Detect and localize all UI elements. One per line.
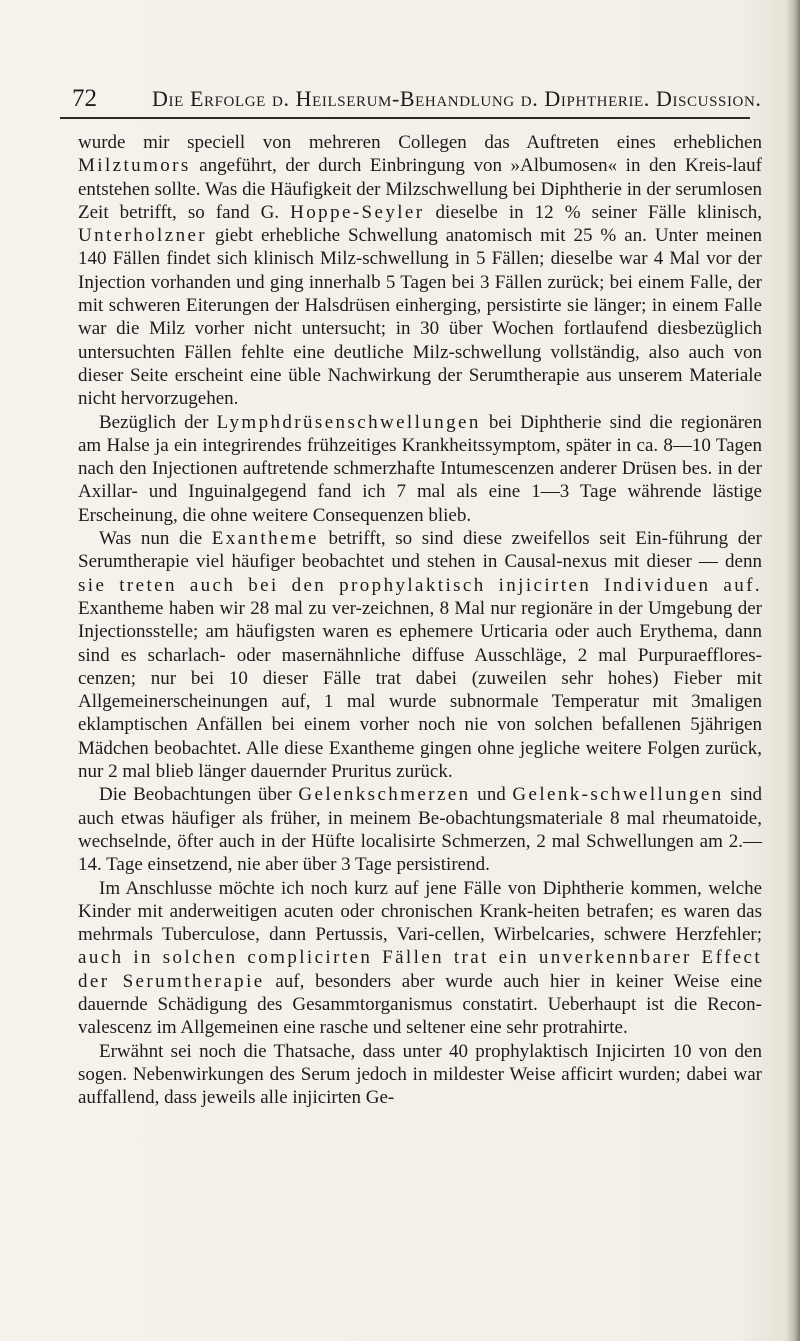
- spaced-emphasis: sie treten auch bei den prophylaktisch injicirten Individuen auf.: [78, 574, 762, 596]
- spaced-emphasis: Exantheme: [211, 528, 319, 550]
- paragraph-p5: [78, 877, 762, 1040]
- text-segment: betrifft, so sind diese zweifellos seit Ein-führung der Serumtherapie viel häufiger beobachtet und stehen in Causal-nexus mit dieser — denn: [78, 528, 763, 573]
- body-text: [78, 131, 762, 1331]
- text-segment: und: [470, 784, 513, 806]
- page-header: [60, 84, 782, 114]
- text-segment: Bezüglich der: [99, 411, 217, 433]
- paragraph-p6: [78, 1040, 762, 1110]
- text-segment: sind auch etwas häufiger als früher, in meinem Be-obachtungsmateriale 8 mal rheumatoide, wechselnde, öfter auch in der Hüfte localisirte Schmerzen, 2 mal Schwellungen am 2.—14. Tage einsetzend, nie aber über 3 Tage persistirend.: [78, 784, 762, 876]
- paragraph-p4: [78, 783, 762, 876]
- text-segment: dieselbe in 12 % seiner Fälle klinisch,: [424, 201, 762, 223]
- text-segment: bei Diphtherie sind die regionären am Halse ja ein integrirendes frühzeitiges Krankheitssymptom, später in ca. 8—10 Tagen nach den Injectionen auftretende schmerzhafte Intumescenzen anderer Drüsen bes. in der Axillar- und Inguinalgegend fand ich 7 mal als eine 1—3 Tage währende lästige Erscheinung, die ohne weitere Consequenzen blieb.: [78, 411, 762, 526]
- running-head: Die Erfolge d. Heilserum-Behandlung d. Diphtherie. Discussion.: [152, 86, 762, 111]
- spaced-emphasis: Gelenkschmerzen: [298, 784, 471, 806]
- spaced-emphasis: Lymphdrüsenschwellungen: [216, 411, 481, 433]
- spaced-emphasis: Hoppe-Seyler: [290, 201, 425, 223]
- text-segment: angeführt, der durch Einbringung von »Albumosen« in den Kreis-lauf entstehen sollte. Was die Häufigkeit der Milzschwellung bei Diphtherie in der serumlosen Zeit betrifft, so fand G.: [78, 155, 762, 223]
- text-segment: Erwähnt sei noch die Thatsache, dass unter 40 prophylaktisch Injicirten 10 von den sogen. Nebenwirkungen des Serum jedoch in mildester Weise afficirt wurden; dabei war auffallend, dass jeweils alle injicirten Ge-: [78, 1040, 762, 1109]
- paragraph-p3: [78, 527, 762, 783]
- spaced-emphasis: auch in solchen complicirten Fällen trat ein unverkennbarer Effect der Serumtherapie: [78, 947, 762, 992]
- spaced-emphasis: Milztumors: [78, 155, 191, 177]
- paragraph-p2: [78, 411, 762, 527]
- spaced-emphasis: Gelenk-schwellungen: [512, 784, 724, 806]
- page-edge-shadow: [786, 0, 800, 1341]
- page-number: 72: [72, 85, 97, 112]
- text-segment: wurde mir speciell von mehreren Collegen das Auftreten eines erheblichen: [78, 132, 762, 153]
- text-segment: Exantheme haben wir 28 mal zu ver-zeichnen, 8 Mal nur regionäre in der Umgebung der Injectionsstelle; am häufigsten waren es ephemere Urticaria oder auch Erythema, dann sind es scharlach- oder masernähnliche diffuse Ausschläge, 2 mal Purpuraefflores-cenzen; nur bei 10 dieser Fälle trat dabei (zuweilen sehr hohes) Fieber mit Allgemeinerscheinungen auf, 1 mal wurde subnormale Temperatur mit 3maligen eklamptischen Anfällen bei einem vorher noch nie von solchen befallenen 5jährigen Mädchen beobachtet. Alle diese Exantheme gingen ohne jegliche weitere Folgen zurück, nur 2 mal blieb länger dauernder Pruritus zurück.: [78, 597, 762, 783]
- text-segment: auf, besonders aber wurde auch hier in keiner Weise eine dauernde Schädigung des Gesammtorganismus constatirt. Ueberhaupt ist die Recon-valescenz im Allgemeinen eine rasche und seltener eine sehr protrahirte.: [78, 970, 762, 1039]
- header-rule: [60, 117, 750, 119]
- paragraph-p1: [78, 131, 762, 411]
- text-segment: Die Beobachtungen über: [99, 784, 299, 806]
- text-segment: Im Anschlusse möchte ich noch kurz auf jene Fälle von Diphtherie kommen, welche Kinder mit anderweitigen acuten oder chronischen Krank-heiten betrafen; es waren das mehrmals Tuberculose, dann Pertussis, Vari-cellen, Wirbelcaries, schwere Herzfehler;: [78, 877, 762, 946]
- text-segment: giebt erhebliche Schwellung anatomisch mit 25 % an. Unter meinen 140 Fällen findet sich klinisch Milz-schwellung in 5 Fällen; dieselbe war 4 Mal vor der Injection vorhanden und ging innerhalb 5 Tagen bei 3 Fällen zurück; bei einem Falle, der mit schweren Eiterungen der Halsdrüsen einherging, persistirte sie länger; in einem Falle war die Milz vorher nicht untersucht; in 30 über Wochen fortlaufend diesbezüglich untersuchten Fällen fehlte eine deutliche Milz-schwellung vollständig, also auch von dieser Seite erscheint eine üble Nachwirkung der Serumtherapie aus unserem Materiale nicht hervorzugehen.: [78, 225, 762, 410]
- text-segment: Was nun die: [99, 528, 212, 550]
- spaced-emphasis: Unterholzner: [78, 225, 208, 247]
